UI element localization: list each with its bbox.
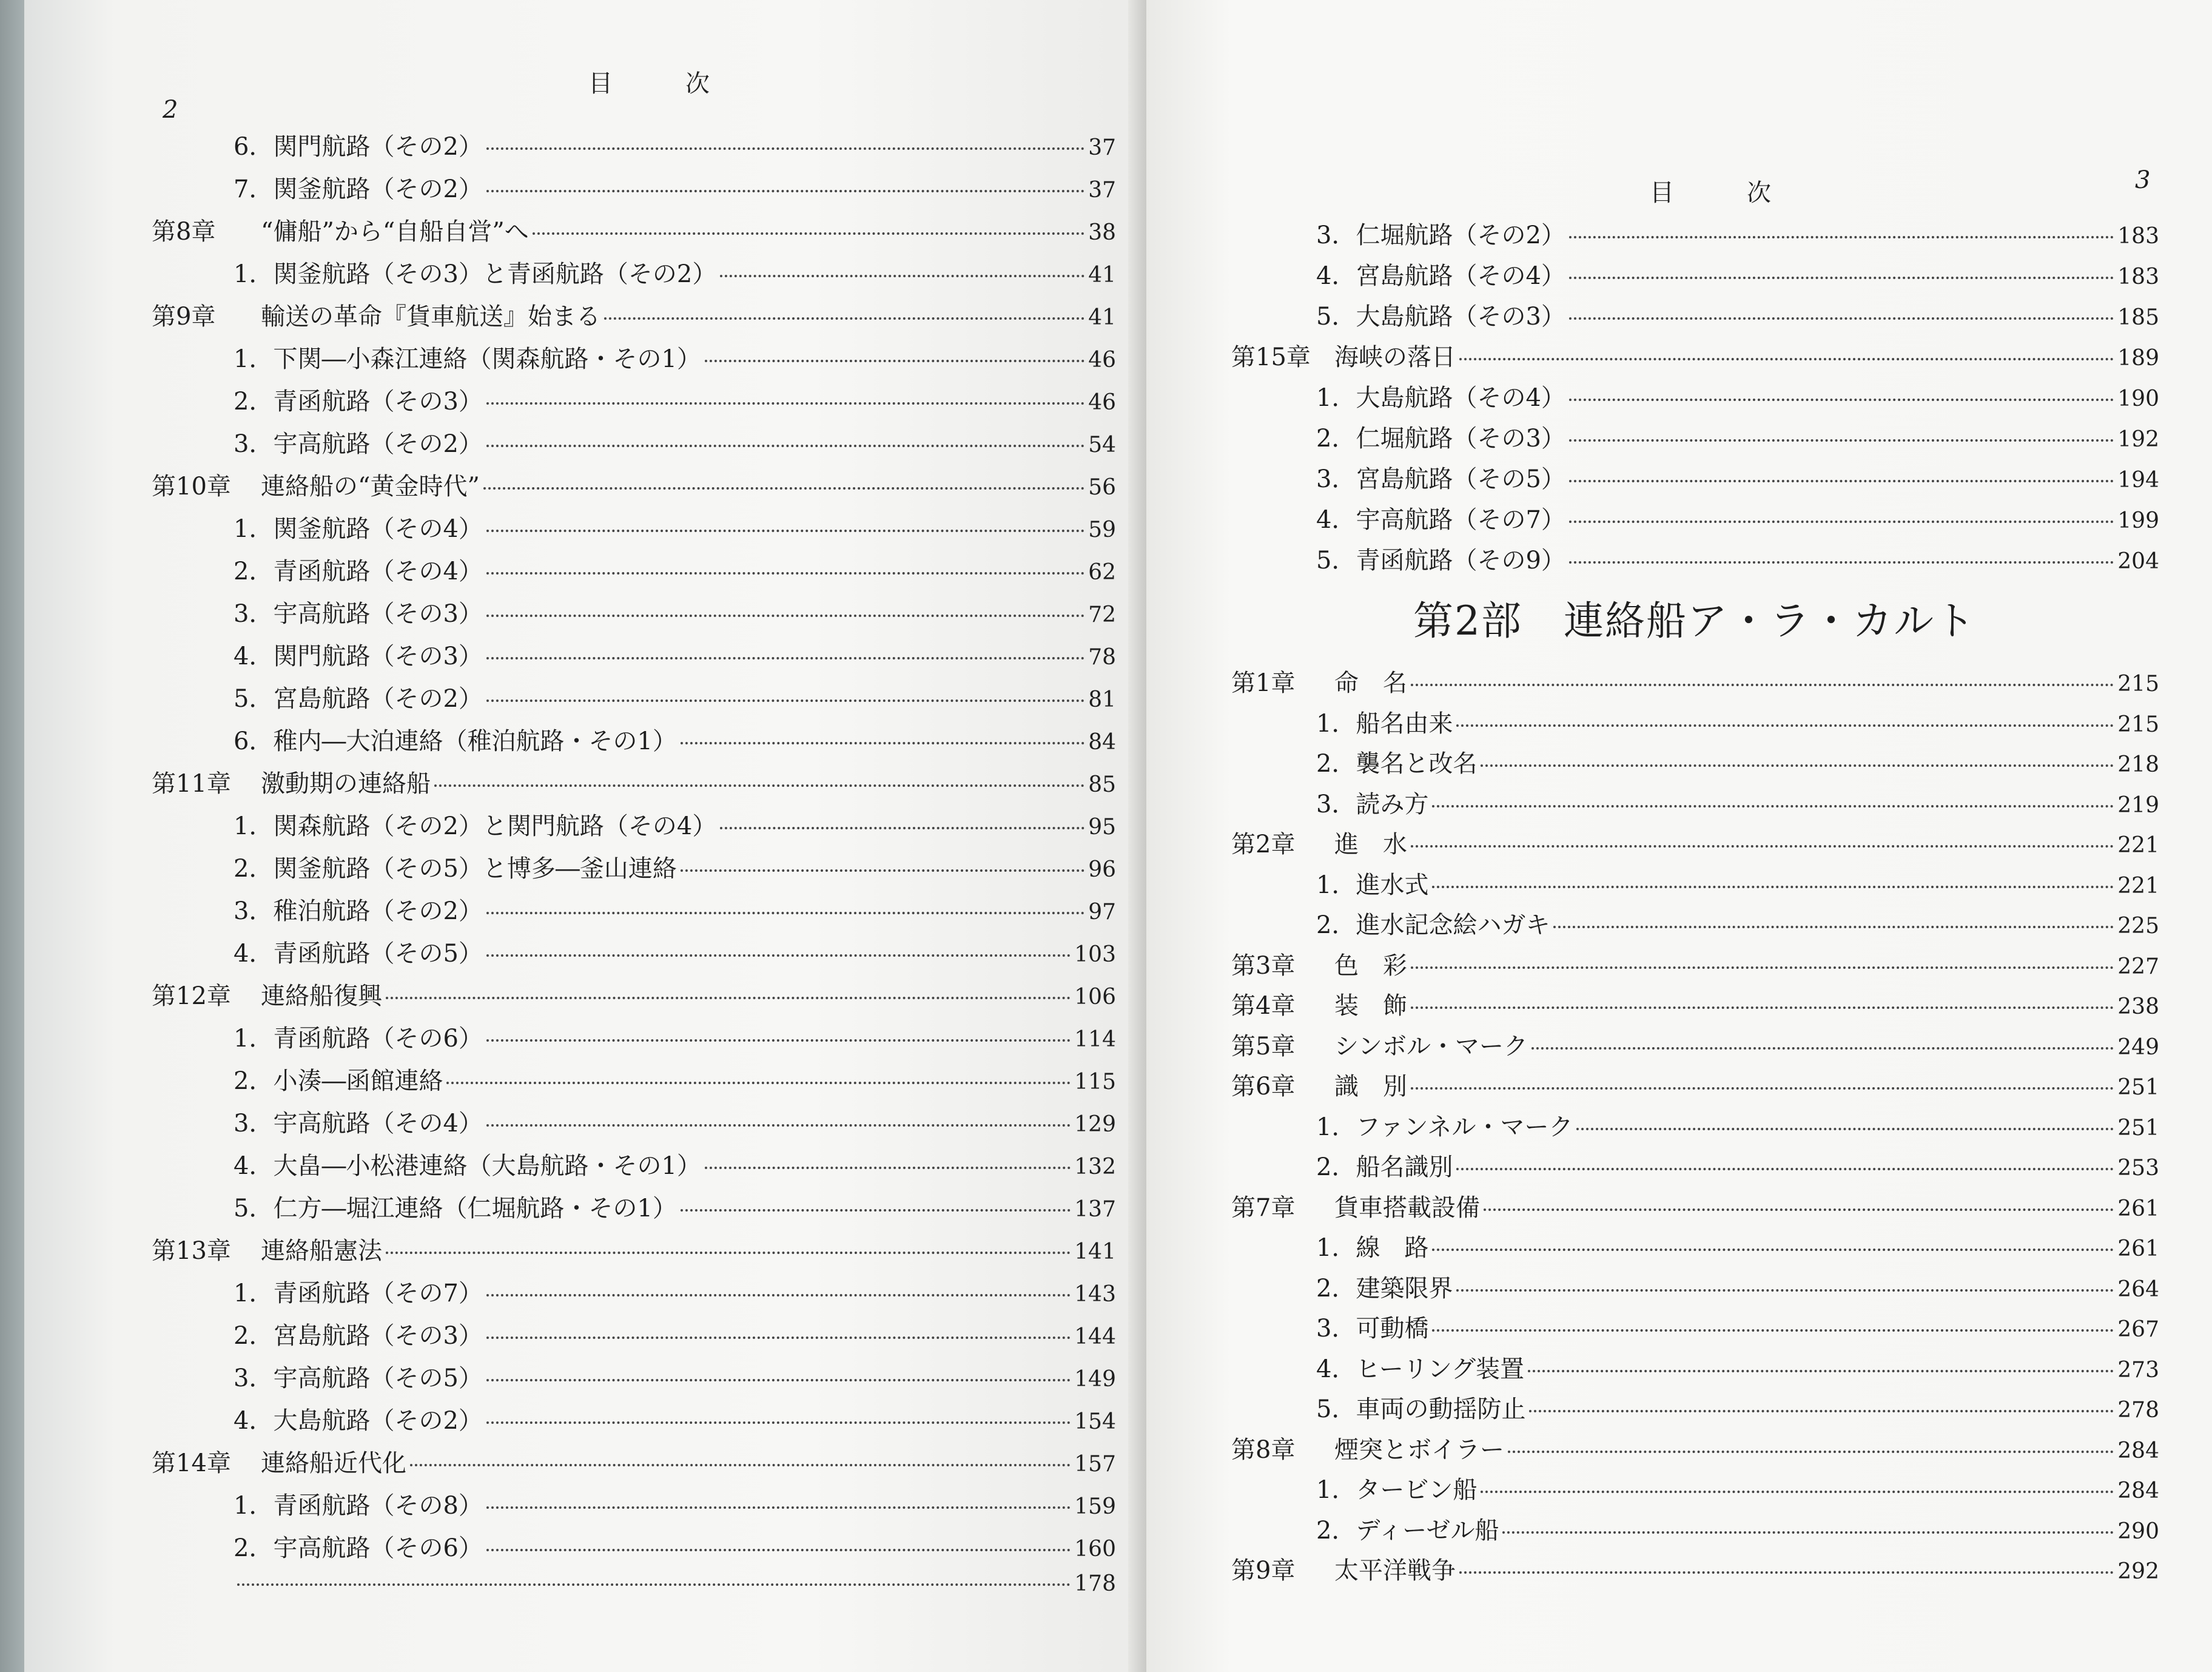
toc-chapter-number: 第2章 [1231, 831, 1296, 858]
toc-entry-title: 3．読み方 [1316, 790, 1429, 818]
toc-page-number: 115 [1074, 1070, 1116, 1094]
dot-leader [1569, 317, 2114, 320]
toc-entry [152, 467, 1116, 502]
toc-entry [1316, 257, 2159, 291]
toc-page-number: 215 [2117, 712, 2159, 737]
toc-entry [234, 1189, 1116, 1224]
toc-chapter-number: 第14章 [152, 1449, 231, 1477]
toc-entry [234, 255, 1116, 289]
toc-entry-title: 1．関森航路（その2）と関門航路（その4） [234, 812, 717, 840]
dot-leader [486, 1124, 1071, 1127]
toc-page-number: 199 [2117, 508, 2159, 533]
toc-page-number: 62 [1088, 560, 1116, 585]
toc-entry-title: 3．宇高航路（その4） [234, 1110, 483, 1138]
toc-entry-title: 1．関釜航路（その3）と青函航路（その2） [234, 260, 717, 288]
toc-entry-title: 1．タービン船 [1316, 1476, 1477, 1504]
dot-leader [1529, 1410, 2114, 1412]
toc-entry-title: 1．青函航路（その7） [234, 1279, 483, 1307]
toc-entry-title: 3．宮島航路（その5） [1316, 465, 1565, 493]
toc-entry-title: 2．仁堀航路（その3） [1316, 425, 1565, 453]
dot-leader [604, 317, 1084, 320]
toc-entry [1316, 1350, 2159, 1384]
toc-page-number: 95 [1088, 815, 1116, 840]
dot-leader [1411, 845, 2114, 848]
toc-entry [234, 1401, 1116, 1436]
toc-page-number: 129 [1074, 1112, 1116, 1137]
toc-entry-title: 3．仁堀航路（その2） [1316, 221, 1565, 249]
toc-entry-title: 1．線 路 [1316, 1234, 1429, 1262]
part-title: 第2部 連絡船ア・ラ・カルト [1413, 598, 1976, 644]
dot-leader [446, 1082, 1071, 1084]
toc-page-number: 249 [2117, 1034, 2159, 1060]
toc-entry-title: 3．宇高航路（その2） [234, 430, 483, 458]
toc-page-number: 221 [2117, 873, 2159, 898]
toc-entry [1231, 1188, 2159, 1223]
toc-entry-title: 連絡船復興 [261, 982, 382, 1010]
toc-page-number: 219 [2117, 792, 2159, 818]
toc-page-number: 103 [1074, 942, 1116, 967]
toc-entry-title: 4．宇高航路（その7） [1316, 506, 1565, 534]
toc-entry-title: 進 水 [1334, 831, 1407, 858]
toc-entry [1231, 1067, 2159, 1102]
toc-entry [234, 170, 1116, 204]
toc-page-number: 37 [1088, 135, 1116, 160]
toc-entry [1316, 866, 2159, 900]
toc-page-number: 84 [1088, 730, 1116, 755]
toc-page-number: 157 [1074, 1452, 1116, 1477]
toc-page-number: 97 [1088, 900, 1116, 925]
toc-entry-title: 4．宮島航路（その4） [1316, 262, 1565, 290]
toc-entry-title: 輸送の革命『貨車航送』始まる [261, 303, 600, 331]
toc-page-number: 221 [2117, 833, 2159, 858]
dot-leader [681, 869, 1084, 872]
toc-entry [1316, 1309, 2159, 1344]
toc-entry [1316, 1471, 2159, 1505]
toc-entry [1231, 986, 2159, 1021]
toc-page-number: 96 [1088, 857, 1116, 882]
toc-entry-title: 1．下関―小森江連絡（関森航路・その1） [234, 345, 701, 373]
dot-leader [1569, 399, 2114, 401]
toc-entry-title: 識 別 [1334, 1073, 1407, 1101]
dot-leader [486, 572, 1084, 575]
toc-entry-title: 2．船名識別 [1316, 1153, 1453, 1181]
toc-chapter-number: 第3章 [1231, 951, 1296, 980]
toc-page-number: 59 [1088, 517, 1116, 542]
toc-entry-title: 1．青函航路（その6） [234, 1025, 483, 1053]
toc-entry-title: 2．青函航路（その3） [234, 388, 483, 416]
dot-leader [486, 699, 1084, 702]
toc-page-number: 204 [2117, 549, 2159, 574]
toc-page-number: 159 [1074, 1494, 1116, 1519]
dot-leader [486, 445, 1084, 447]
toc-entry [234, 1019, 1116, 1054]
toc-entry-title: 2．宇高航路（その6） [234, 1534, 483, 1562]
toc-entry [152, 977, 1116, 1011]
toc-entry [1316, 460, 2159, 494]
toc-page-number: 106 [1074, 985, 1116, 1010]
toc-entry [1316, 704, 2159, 739]
toc-page-number: 56 [1088, 475, 1116, 500]
toc-page-number: 251 [2117, 1115, 2159, 1141]
toc-entry [1231, 825, 2159, 860]
dot-leader [1432, 805, 2114, 807]
toc-entry [1316, 501, 2159, 535]
toc-page-number: 284 [2117, 1438, 2159, 1463]
dot-leader [486, 530, 1084, 532]
left-page-number: 2 [163, 96, 178, 124]
toc-chapter-number: 第1章 [1231, 669, 1296, 697]
toc-page-number: 290 [2117, 1519, 2159, 1544]
toc-entry [1231, 1551, 2159, 1586]
dot-leader [1528, 1370, 2114, 1372]
toc-entry [1231, 664, 2159, 698]
dot-leader [1569, 236, 2114, 238]
dot-leader [1553, 926, 2114, 928]
toc-entry [1316, 744, 2159, 779]
toc-page-number: 78 [1088, 645, 1116, 670]
toc-entry-title: 7．関釜航路（その2） [234, 175, 483, 203]
toc-page-number: 132 [1074, 1155, 1116, 1179]
toc-page-number: 194 [2117, 468, 2159, 493]
toc-entry [234, 510, 1116, 544]
dot-leader [705, 1167, 1071, 1169]
dot-leader [705, 360, 1084, 362]
toc-entry-title: 1．ファンネル・マーク [1316, 1113, 1573, 1141]
left-page-header: 目 次 [588, 70, 734, 98]
dot-leader [720, 827, 1084, 829]
dot-leader [483, 487, 1084, 490]
toc-entry [1316, 1269, 2159, 1304]
dot-leader [1481, 764, 2114, 767]
right-page-number: 3 [2135, 166, 2151, 194]
dot-leader [1484, 1208, 2114, 1211]
dot-leader [237, 1583, 1071, 1586]
toc-entry [1316, 297, 2159, 332]
dot-leader [386, 997, 1071, 999]
dot-leader [1432, 1329, 2114, 1332]
toc-entry-title: 3．宇高航路（その3） [234, 600, 483, 628]
dot-leader [486, 1379, 1071, 1381]
toc-page-number: 178 [1074, 1571, 1116, 1596]
dot-leader [1411, 1006, 2114, 1009]
toc-entry [1316, 1108, 2159, 1142]
toc-entry [234, 637, 1116, 672]
toc-entry [234, 892, 1116, 926]
toc-page-number: 72 [1088, 602, 1116, 627]
toc-entry-title: 2．襲名と改名 [1316, 750, 1477, 778]
toc-page-number: 190 [2117, 386, 2159, 411]
toc-entry [234, 1104, 1116, 1139]
dot-leader [1411, 1087, 2114, 1090]
dot-leader [486, 912, 1084, 914]
toc-entry-title: 4．青函航路（その5） [234, 940, 483, 968]
toc-page-number: 137 [1074, 1197, 1116, 1222]
toc-entry [234, 382, 1116, 417]
toc-entry-title: シンボル・マーク [1334, 1032, 1528, 1060]
toc-entry-title: 4．大畠―小松港連絡（大島航路・その1） [234, 1152, 701, 1180]
toc-entry [234, 934, 1116, 969]
toc-entry [234, 1359, 1116, 1394]
dot-leader [1502, 1531, 2114, 1534]
toc-page-number: 267 [2117, 1317, 2159, 1342]
toc-page-number: 185 [2117, 305, 2159, 330]
toc-page-number: 284 [2117, 1478, 2159, 1503]
toc-entry-title: 2．宮島航路（その3） [234, 1322, 483, 1350]
toc-entry [1316, 906, 2159, 940]
toc-page-number: 227 [2117, 954, 2159, 979]
toc-entry-title: 1．青函航路（その8） [234, 1492, 483, 1520]
toc-entry-title: “傭船”から“自船自営”へ [261, 218, 529, 246]
toc-entry [1316, 1390, 2159, 1424]
toc-page-number: 149 [1074, 1367, 1116, 1392]
toc-page-number: 292 [2117, 1559, 2159, 1584]
toc-entry-title: 4．ヒーリング装置 [1316, 1355, 1525, 1383]
dot-leader [486, 1294, 1071, 1296]
toc-entry-title: 1．進水式 [1316, 871, 1429, 899]
toc-entry-title: 2．ディーゼル船 [1316, 1516, 1499, 1545]
toc-page-number: 144 [1074, 1324, 1116, 1349]
toc-entry-title: 貨車搭載設備 [1334, 1193, 1480, 1222]
toc-page-number: 54 [1088, 433, 1116, 457]
toc-chapter-number: 第6章 [1231, 1073, 1296, 1101]
toc-entry-title: 装 飾 [1334, 992, 1407, 1020]
dot-leader [1576, 1128, 2114, 1130]
toc-entry-title: 4．関門航路（その3） [234, 642, 483, 670]
toc-page-number: 278 [2117, 1398, 2159, 1423]
toc-entry [152, 297, 1116, 332]
toc-page-number: 154 [1074, 1409, 1116, 1434]
toc-page-number: 251 [2117, 1075, 2159, 1100]
toc-entry [234, 1062, 1116, 1096]
toc-chapter-number: 第10章 [152, 473, 231, 501]
dot-leader [486, 1421, 1071, 1424]
toc-page-number: 183 [2117, 224, 2159, 249]
toc-entry [1316, 541, 2159, 576]
dot-leader [486, 1039, 1071, 1042]
dot-leader [486, 954, 1071, 957]
dot-leader [434, 784, 1084, 787]
toc-entry-title: 命 名 [1334, 669, 1407, 697]
toc-entry [234, 425, 1116, 459]
toc-entry [1316, 216, 2159, 251]
toc-page-number: 41 [1088, 263, 1116, 288]
toc-chapter-number: 第15章 [1231, 343, 1311, 371]
toc-entry-title: 1．大島航路（その4） [1316, 384, 1565, 412]
toc-page-number: 143 [1074, 1282, 1116, 1307]
toc-entry [152, 1444, 1116, 1478]
toc-page-number: 81 [1088, 687, 1116, 712]
toc-page-number: 253 [2117, 1156, 2159, 1181]
toc-entry-title: 連絡船の“黄金時代” [261, 473, 480, 501]
toc-entry [234, 127, 1116, 162]
toc-entry [234, 1571, 1116, 1596]
toc-entry-title: 5．青函航路（その9） [1316, 547, 1565, 575]
dot-leader [1456, 1289, 2114, 1292]
toc-entry-title: 1．関釜航路（その4） [234, 515, 483, 543]
toc-entry [1316, 379, 2159, 413]
toc-chapter-number: 第4章 [1231, 992, 1296, 1020]
dot-leader [1531, 1047, 2114, 1050]
toc-entry [234, 1274, 1116, 1309]
dot-leader [386, 1252, 1071, 1254]
toc-page-number: 183 [2117, 265, 2159, 289]
toc-chapter-number: 第13章 [152, 1237, 231, 1265]
dot-leader [533, 232, 1084, 235]
toc-entry [1231, 338, 2159, 372]
toc-entry-title: 5．大島航路（その3） [1316, 303, 1565, 331]
toc-chapter-number: 第9章 [1231, 1557, 1296, 1585]
toc-entry [234, 552, 1116, 587]
dot-leader [1569, 480, 2114, 482]
toc-entry [152, 1232, 1116, 1266]
toc-page-number: 264 [2117, 1276, 2159, 1302]
dot-leader [1569, 439, 2114, 442]
toc-entry-title: 色 彩 [1334, 951, 1407, 980]
dot-leader [1481, 1491, 2114, 1493]
toc-entry [152, 764, 1116, 799]
toc-page-number: 189 [2117, 346, 2159, 371]
toc-entry [1316, 1229, 2159, 1263]
dot-leader [1432, 1249, 2114, 1251]
dot-leader [1456, 724, 2114, 727]
toc-entry [234, 722, 1116, 757]
toc-page-number: 37 [1088, 178, 1116, 203]
dot-leader [1569, 561, 2114, 564]
toc-entry [152, 212, 1116, 247]
dot-leader [1508, 1451, 2114, 1453]
toc-page-number: 192 [2117, 427, 2159, 452]
dot-leader [681, 742, 1084, 744]
toc-entry-title: 5．宮島航路（その2） [234, 685, 483, 713]
toc-entry-title: 2．建築限界 [1316, 1274, 1453, 1303]
toc-entry-title: 6．関門航路（その2） [234, 133, 483, 161]
toc-page-number: 238 [2117, 994, 2159, 1019]
toc-entry [1316, 419, 2159, 454]
toc-page-number: 273 [2117, 1357, 2159, 1383]
right-page [1146, 0, 2212, 1672]
toc-entry-title: 2．小湊―函館連絡 [234, 1067, 443, 1095]
toc-entry [1316, 1511, 2159, 1546]
left-page [24, 0, 1146, 1672]
dot-leader [486, 1337, 1071, 1339]
toc-entry [234, 679, 1116, 714]
toc-page-number: 38 [1088, 220, 1116, 245]
toc-entry-title: 煙突とボイラー [1334, 1435, 1504, 1464]
toc-entry [1231, 1431, 2159, 1465]
toc-entry-title: 連絡船憲法 [261, 1237, 382, 1265]
toc-page-number: 85 [1088, 772, 1116, 797]
toc-entry-title: 5．車両の動揺防止 [1316, 1395, 1526, 1423]
toc-page-number: 218 [2117, 752, 2159, 777]
toc-page-number: 41 [1088, 305, 1116, 330]
toc-entry [234, 1529, 1116, 1563]
toc-page-number: 141 [1074, 1239, 1116, 1264]
toc-page-number: 215 [2117, 672, 2159, 696]
toc-entry-title: 激動期の連絡船 [261, 770, 431, 798]
dot-leader [486, 147, 1084, 150]
book-gutter [1128, 0, 1146, 1672]
toc-entry [1231, 1027, 2159, 1062]
toc-entry [234, 849, 1116, 884]
dot-leader [486, 190, 1084, 192]
toc-entry-title: 海峡の落日 [1334, 343, 1456, 371]
dot-leader [1411, 684, 2114, 686]
toc-entry-title: 3．宇高航路（その5） [234, 1364, 483, 1392]
toc-entry-title: 連絡船近代化 [261, 1449, 406, 1477]
toc-entry [234, 1147, 1116, 1181]
toc-chapter-number: 第12章 [152, 982, 231, 1010]
toc-entry-title: 1．船名由来 [1316, 709, 1453, 738]
toc-entry [1316, 1148, 2159, 1182]
dot-leader [486, 402, 1084, 405]
dot-leader [1569, 521, 2114, 523]
dot-leader [681, 1209, 1071, 1212]
dot-leader [410, 1464, 1071, 1466]
toc-entry [234, 807, 1116, 841]
toc-chapter-number: 第8章 [1231, 1435, 1296, 1464]
toc-entry-title: 5．仁方―堀江連絡（仁堀航路・その1） [234, 1195, 677, 1222]
toc-entry-title: 3．稚泊航路（その2） [234, 897, 483, 925]
dot-leader [486, 615, 1084, 617]
toc-entry-title: 3．可動橋 [1316, 1315, 1429, 1343]
dot-leader [1456, 1168, 2114, 1170]
toc-page-number: 46 [1088, 390, 1116, 415]
dot-leader [486, 657, 1084, 659]
toc-entry-title: 4．大島航路（その2） [234, 1407, 483, 1435]
dot-leader [486, 1506, 1071, 1509]
toc-chapter-number: 第7章 [1231, 1193, 1296, 1222]
toc-chapter-number: 第9章 [152, 303, 216, 331]
toc-page-number: 114 [1074, 1027, 1116, 1052]
toc-entry-title: 太平洋戦争 [1334, 1557, 1456, 1585]
dot-leader [1411, 966, 2114, 969]
toc-page-number: 261 [2117, 1236, 2159, 1261]
toc-chapter-number: 第8章 [152, 218, 216, 246]
dot-leader [720, 275, 1084, 277]
toc-entry [1316, 785, 2159, 820]
toc-entry [234, 1316, 1116, 1351]
toc-entry-title: 2．青函航路（その4） [234, 558, 483, 585]
toc-entry-title: 2．関釜航路（その5）と博多―釜山連絡 [234, 855, 677, 883]
toc-entry-title: 2．進水記念絵ハガキ [1316, 911, 1550, 939]
dot-leader [1459, 358, 2114, 360]
toc-page-number: 46 [1088, 348, 1116, 372]
toc-entry-title: 6．稚内―大泊連絡（稚泊航路・その1） [234, 727, 677, 755]
toc-entry [234, 1486, 1116, 1521]
toc-page-number: 261 [2117, 1196, 2159, 1221]
dot-leader [1432, 886, 2114, 888]
right-page-header: 目 次 [1650, 179, 1795, 207]
toc-entry [1231, 946, 2159, 981]
toc-chapter-number: 第5章 [1231, 1032, 1296, 1060]
toc-chapter-number: 第11章 [152, 770, 231, 798]
toc-page-number: 160 [1074, 1537, 1116, 1562]
toc-entry [234, 595, 1116, 629]
toc-entry [234, 340, 1116, 374]
dot-leader [1459, 1571, 2114, 1574]
toc-page-number: 225 [2117, 914, 2159, 939]
dot-leader [486, 1549, 1071, 1551]
dot-leader [1569, 277, 2114, 279]
